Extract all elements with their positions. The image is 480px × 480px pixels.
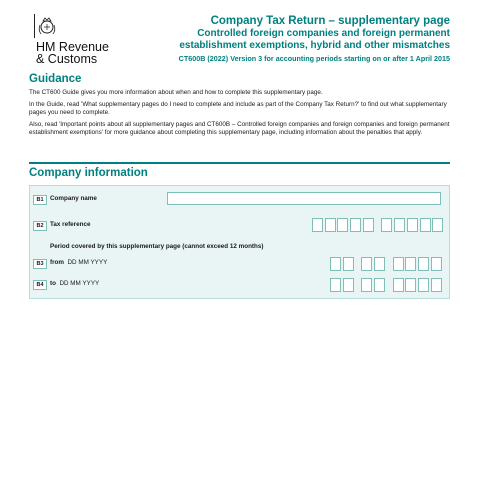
utr-digit-box[interactable] <box>363 218 374 232</box>
period-to-label <box>50 280 99 287</box>
logo-divider <box>34 14 35 38</box>
day-digit-box[interactable] <box>330 257 341 271</box>
period-from-input[interactable] <box>330 257 444 271</box>
utr-digit-box[interactable] <box>337 218 348 232</box>
year-digit-box[interactable] <box>405 257 416 271</box>
year-digit-box[interactable] <box>393 257 404 271</box>
b4-code: B4 <box>33 280 47 290</box>
utr-digit-box[interactable] <box>407 218 418 232</box>
b1-code: B1 <box>33 195 47 205</box>
tax-reference-label: Tax reference <box>50 221 91 228</box>
month-digit-box[interactable] <box>374 257 385 271</box>
utr-digit-box[interactable] <box>350 218 361 232</box>
period-from-format: DD MM YYYY <box>67 259 108 266</box>
company-name-input[interactable] <box>167 192 441 205</box>
year-digit-box[interactable] <box>431 257 442 271</box>
utr-digit-box[interactable] <box>381 218 392 232</box>
utr-digit-box[interactable] <box>432 218 443 232</box>
guidance-paragraph-1: The CT600 Guide gives you more information about when and how to complete this supplementary page. <box>29 89 323 96</box>
day-digit-box[interactable] <box>343 257 354 271</box>
year-digit-box[interactable] <box>431 278 442 292</box>
period-to-input[interactable] <box>330 278 444 292</box>
day-digit-box[interactable] <box>343 278 354 292</box>
period-to-format: DD MM YYYY <box>59 280 100 287</box>
utr-digit-box[interactable] <box>394 218 405 232</box>
form-version: CT600B (2022) Version 3 for accounting periods starting on or after 1 April 2015 <box>178 54 450 63</box>
form-title: Company Tax Return – supplementary page <box>210 15 450 27</box>
guidance-text <box>29 89 451 141</box>
company-info-heading: Company information <box>29 167 148 179</box>
month-digit-box[interactable] <box>361 257 372 271</box>
royal-crest-icon <box>37 15 57 37</box>
day-digit-box[interactable] <box>330 278 341 292</box>
guidance-paragraph-3: Also, read 'Important points about all supplementary pages and CT600B – Controlled foreign companies and foreign companies and foreign permanent establishment exemptions' for more guidance about completing this supplementary page, including information about the penalties that apply. <box>29 120 450 137</box>
guidance-heading: Guidance <box>29 73 82 85</box>
logo-wordmark <box>36 41 109 65</box>
logo-line-1: HM Revenue <box>36 40 109 54</box>
company-name-label: Company name <box>50 195 97 202</box>
form-subtitle-1: Controlled foreign companies and foreign permanent <box>197 28 450 39</box>
year-digit-box[interactable] <box>418 278 429 292</box>
utr-digit-box[interactable] <box>325 218 336 232</box>
month-digit-box[interactable] <box>361 278 372 292</box>
year-digit-box[interactable] <box>405 278 416 292</box>
year-digit-box[interactable] <box>418 257 429 271</box>
period-note: Period covered by this supplementary page (cannot exceed 12 months) <box>50 243 264 250</box>
logo-line-2: & Customs <box>36 52 98 66</box>
hmrc-logo <box>28 14 128 66</box>
year-digit-box[interactable] <box>393 278 404 292</box>
utr-digit-box[interactable] <box>312 218 323 232</box>
b3-code: B3 <box>33 259 47 269</box>
guidance-paragraph-2: In the Guide, read 'What supplementary pages do I need to complete and include as part of the Company Tax Return?' to find out what supplementary pages you need to complete. <box>29 100 447 117</box>
b2-code: B2 <box>33 221 47 231</box>
period-to-word: to <box>50 280 56 287</box>
tax-reference-input[interactable] <box>312 218 445 232</box>
section-divider <box>29 162 450 164</box>
period-from-word: from <box>50 259 64 266</box>
period-from-label <box>50 259 107 266</box>
utr-digit-box[interactable] <box>420 218 431 232</box>
month-digit-box[interactable] <box>374 278 385 292</box>
form-subtitle-2: establishment exemptions, hybrid and other mismatches <box>179 40 450 51</box>
form-header <box>179 14 450 64</box>
